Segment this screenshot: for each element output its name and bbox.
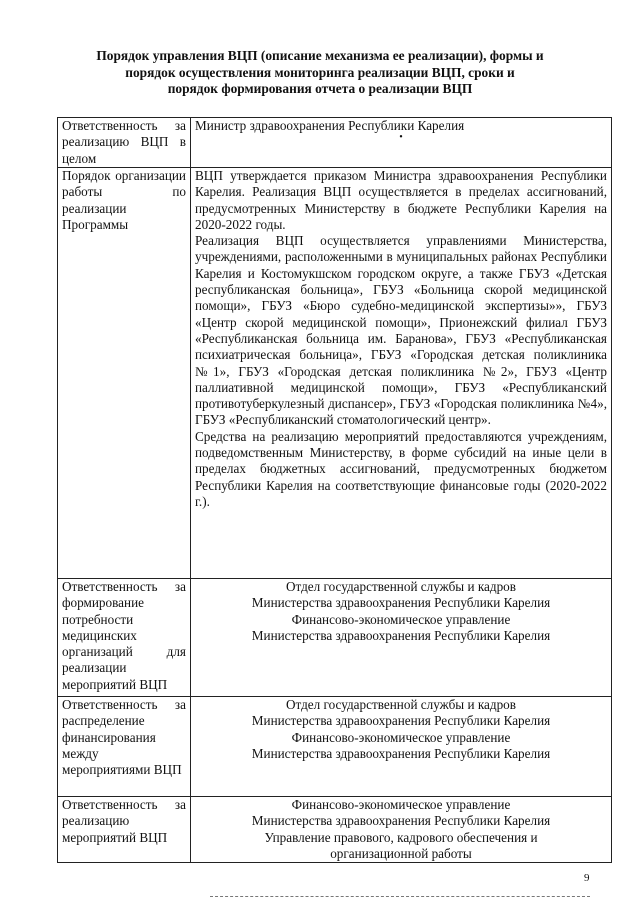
row-content-line: Министерства здравоохранения Республики Карелия [251, 595, 551, 611]
row-content-line: Министр здравоохранения Республики Карелия [195, 118, 465, 133]
table-row [58, 797, 612, 863]
row-content [191, 697, 612, 797]
row-content-line: Финансово-экономическое управление [291, 797, 511, 812]
footer-scan-artifact [210, 896, 590, 901]
row-content-line: Отдел государственной службы и кадров [285, 579, 517, 594]
page-number: 9 [584, 872, 590, 884]
row-content [191, 579, 612, 697]
row-content-line: Отдел государственной службы и кадров [285, 697, 517, 712]
title-line-3: порядок формирования отчета о реализации ВЦП [167, 81, 473, 96]
row-content-line: организационной работы [330, 845, 472, 861]
row-label: Ответственность за реализацию мероприятий ВЦП [58, 797, 191, 863]
row-content [191, 797, 612, 863]
row-content-line: Министерства здравоохранения Республики Карелия [251, 813, 551, 829]
row-label: Ответственность за распределение финансирования между мероприятиями ВЦП [58, 697, 191, 797]
row-content-line: Финансово-экономическое управление [291, 729, 511, 745]
row-content-paragraph: Средства на реализацию мероприятий предоставляются учреждениям, подведомственным Министерству, в форме субсидий на иные цели в пределах бюджетных ассигнований, предусмотренных бюджетом Республики Карелия на соответствующие финансовые годы (2020-2022 г.). [195, 428, 607, 509]
table-row [58, 579, 612, 697]
title-line-2: порядок осуществления мониторинга реализации ВЦП, сроки и [125, 64, 515, 80]
table-row [58, 118, 612, 168]
row-content [191, 168, 612, 579]
document-title [60, 48, 580, 98]
row-content-line: Министерства здравоохранения Республики Карелия [251, 627, 551, 643]
table-row [58, 168, 612, 579]
row-content-paragraph: Реализация ВЦП осуществляется управлениями Министерства, учреждениями, расположенными в муниципальных районах Республики Карелия и Костомукшском городском округе, а также ГБУЗ «Детская республиканская больница», ГБУЗ «Больница скорой медицинской помощи», ГБУЗ «Бюро судебно-медицинской экспертизы»», ГБУЗ «Центр скорой медицинской помощи», Прионежский филиал ГБУЗ «Республиканская больница им. Баранова», ГБУЗ «Республиканская психиатрическая больница», ГБУЗ «Городская детская поликлиника №1», ГБУЗ «Городская детская поликлиника №2», ГБУЗ «Центр паллиативной медицинской помощи», ГБУЗ «Республиканский противотуберкулезный диспансер», ГБУЗ «Городская поликлиника №4», ГБУЗ «Республиканский стоматологический центр». [195, 233, 607, 428]
row-content-line: Финансово-экономическое управление [291, 611, 511, 627]
row-label: Ответственность за формирование потребности медицинских организаций для реализации мероприятий ВЦП [58, 579, 191, 697]
title-line-1: Порядок управления ВЦП (описание механизма ее реализации), формы и [96, 48, 544, 63]
row-label: Порядок организации работы по реализации Программы [58, 168, 191, 579]
row-content [191, 118, 612, 168]
row-content-paragraph: ВЦП утверждается приказом Министра здравоохранения Республики Карелия. Реализация ВЦП осуществляется в пределах ассигнований, предусмотренных Министерству в бюджете Республики Карелия на 2020-2022 годы. [195, 168, 607, 232]
row-label: Ответственность за реализацию ВЦП в целом [58, 118, 191, 168]
table-row [58, 697, 612, 797]
row-content-line: Министерства здравоохранения Республики Карелия [251, 745, 551, 761]
row-content-line: Министерства здравоохранения Республики Карелия [251, 713, 551, 729]
program-management-table [57, 117, 612, 863]
row-content-line: Управление правового, кадрового обеспечения и [264, 829, 538, 845]
bullet-mark: • [399, 132, 403, 144]
